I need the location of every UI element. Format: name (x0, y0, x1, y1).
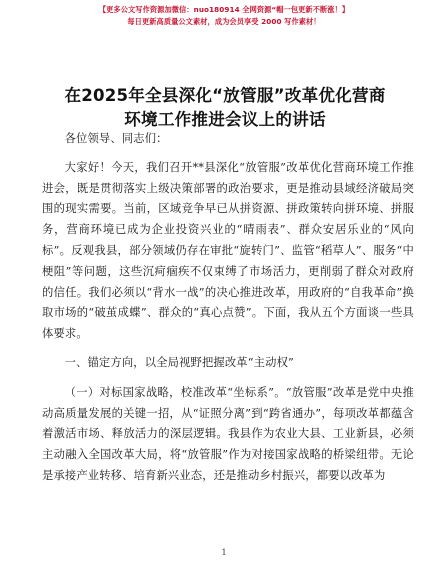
promo-header (0, 4, 448, 28)
promo-header-line-2: 每日更新高质量公文素材，成为会员享受 2000 写作素材！ (127, 17, 321, 26)
salutation: 各位领导、同志们： (64, 132, 168, 145)
promo-header-line-1: 【更多公文写作资源加微信：nuo180914 全网资源“帽一包更新不断涨！】 (98, 5, 350, 14)
document-title: 在2025年全县深化“放管服”改革优化营商环境工作推进会议上的讲话 (64, 86, 386, 129)
subsection-paragraph: （一）对标国家战略，校准改革“坐标系”。“放管服”改革是党中央推动高质量发展的关键一招，从“证照分离”到“跨省通办”，每项改革都蕴含着激活市场、释放活力的深层逻辑。我县作为农业大县、工业新县，必须主动融入全国改革大局，将“放管服”作为对接国家战略的桥梁纽带。无论是承接产业转移、培育新兴业态，还是推动乡村振兴，都要以改革为 (42, 385, 414, 482)
section-heading: 一、锚定方向，以全局视野把握改革“主动权” (64, 355, 294, 369)
opening-paragraph: 大家好！今天，我们召开**县深化“放管服”改革优化营商环境工作推进会，既是贯彻落实上级决策部署的政治要求，更是推动县域经济破局突围的现实需要。当前，区域竞争早已从拼资源、拼政策转向拼环境、拼服务，营商环境已成为企业投资兴业的“晴雨表”、群众安居乐业的“风向标”。反观我县，部分领域仍存在审批“旋转门”、监管“稻草人”、服务“中梗阻”等问题，这些沉疴痼疾不仅束缚了市场活力，更削弱了群众对政府的信任。我们必须以“背水一战”的决心推进改革，用政府的“自我革命”换取市场的“破茧成蝶”、群众的“真心点赞”。下面，我从五个方面谈一些具体要求。 (42, 160, 414, 341)
document-body (42, 129, 414, 487)
page-number: 1 (221, 548, 227, 557)
